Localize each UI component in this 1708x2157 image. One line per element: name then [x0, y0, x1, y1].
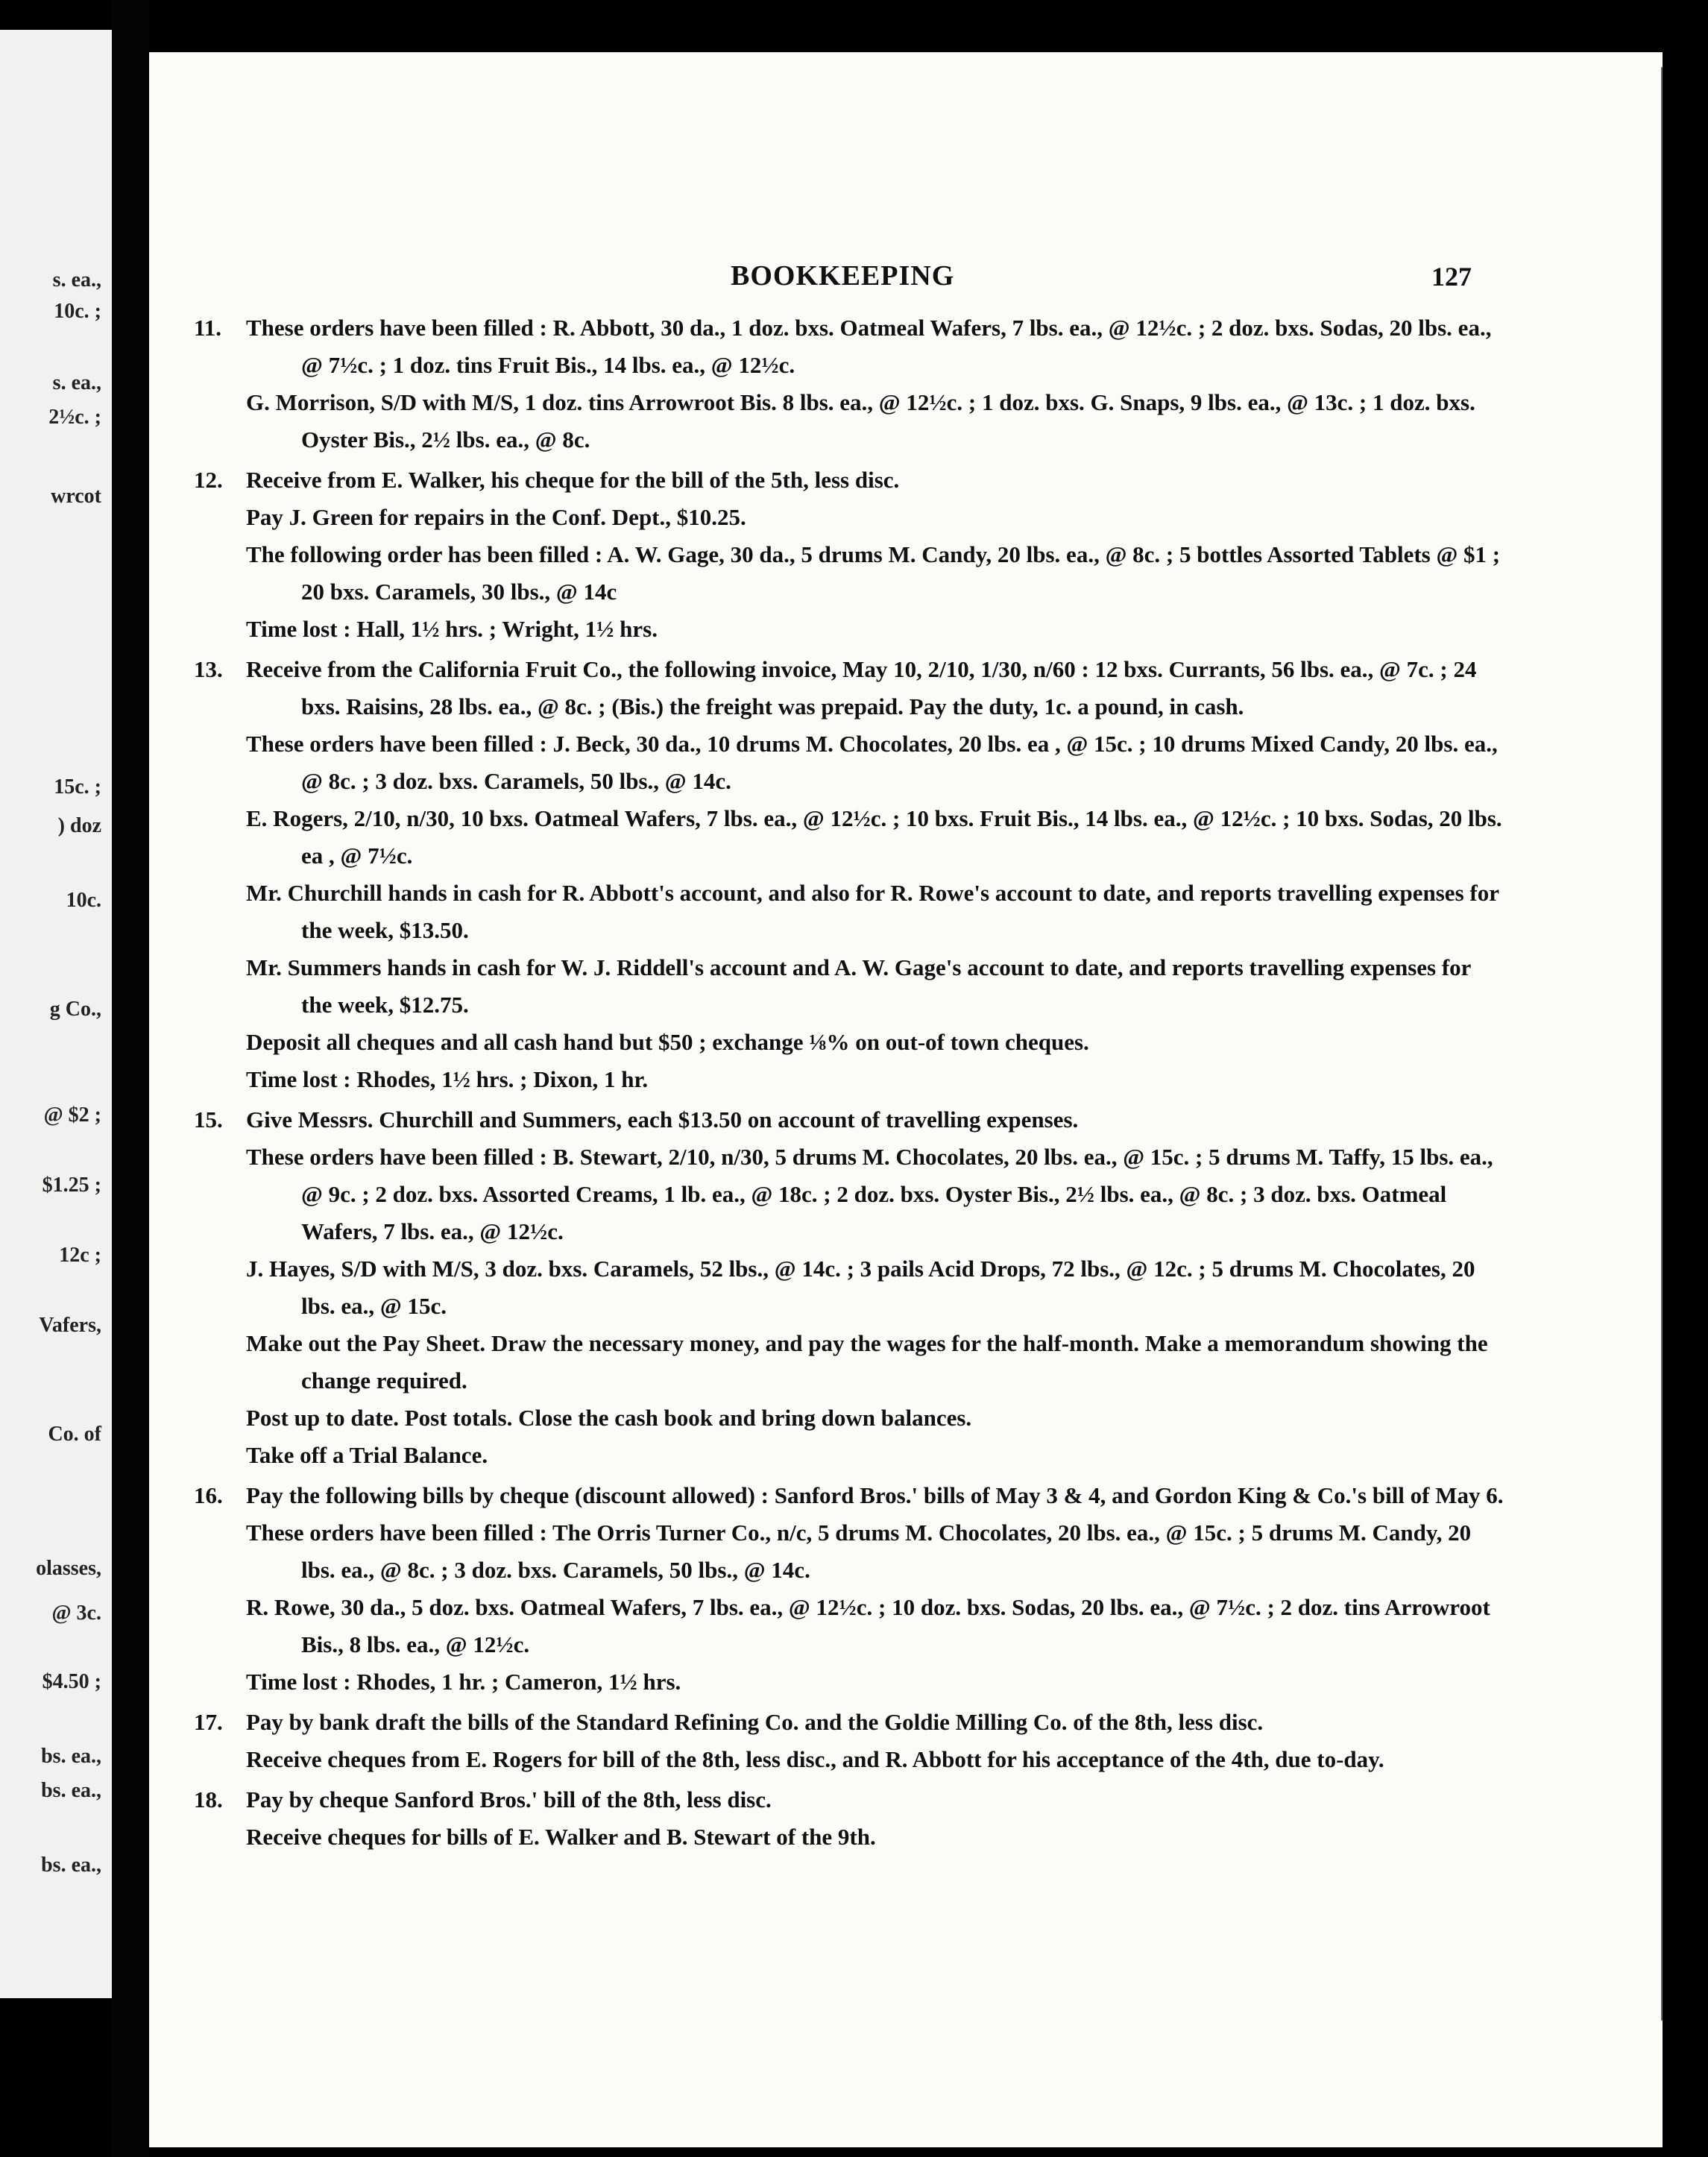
fragment-line: s. ea.,	[52, 268, 101, 292]
fragment-line: ) doz	[57, 814, 101, 837]
fragment-line: g Co.,	[49, 998, 101, 1021]
fragment-line: bs. ea.,	[41, 1779, 101, 1802]
entry-paragraph: The following order has been filled : A. W. Gage, 30 da., 5 drums M. Candy, 20 lbs. ea., @ 8c. ; 5 bottles Assorted Tablets @ $1 ; 20 bxs. Caramels, 30 lbs., @ 14c	[246, 541, 1501, 605]
entry-paragraph: Take off a Trial Balance.	[246, 1442, 488, 1468]
fragment-line: Co. of	[48, 1423, 101, 1446]
exercise-list	[194, 309, 1506, 1859]
running-title: BOOKKEEPING	[731, 260, 955, 292]
fragment-line: bs. ea.,	[41, 1854, 101, 1877]
entry-number: 12.	[194, 467, 223, 493]
entry-13	[194, 651, 1506, 1098]
entry-paragraph: Pay by bank draft the bills of the Standard Refining Co. and the Goldie Milling Co. of the 8th, less disc.	[246, 1709, 1264, 1735]
entry-11	[194, 309, 1506, 459]
entry-number: 11.	[194, 315, 222, 341]
fragment-line: s. ea.,	[52, 371, 101, 394]
fragment-line: 10c. ;	[54, 300, 101, 323]
page-number: 127	[1431, 262, 1472, 292]
entry-paragraph: Time lost : Hall, 1½ hrs. ; Wright, 1½ hrs.	[246, 616, 658, 642]
entry-paragraph: E. Rogers, 2/10, n/30, 10 bxs. Oatmeal Wafers, 7 lbs. ea., @ 12½c. ; 10 bxs. Fruit Bis., 14 lbs. ea., @ 12½c. ; 10 bxs. Sodas, 20 lbs. ea , @ 7½c.	[246, 805, 1502, 869]
fragment-line: @ 3c.	[51, 1602, 101, 1625]
entry-paragraph: Time lost : Rhodes, 1½ hrs. ; Dixon, 1 hr.	[246, 1066, 649, 1092]
entry-paragraph: Receive from the California Fruit Co., the following invoice, May 10, 2/10, 1/30, n/60 : 12 bxs. Currants, 56 lbs. ea., @ 7c. ; 24 bxs. Raisins, 28 lbs. ea., @ 8c. ; (Bis.) the freight was prepaid. Pay the duty, 1c. a pound, in cash.	[246, 656, 1477, 719]
fragment-line: 10c.	[66, 889, 101, 912]
entry-paragraph: These orders have been filled : The Orris Turner Co., n/c, 5 drums M. Chocolates, 20 lbs. ea., @ 15c. ; 5 drums M. Candy, 20 lbs. ea., @ 8c. ; 3 doz. bxs. Caramels, 50 lbs., @ 14c.	[246, 1520, 1472, 1583]
fragment-line: $1.25 ;	[42, 1174, 101, 1197]
entry-paragraph: Give Messrs. Churchill and Summers, each $13.50 on account of travelling expenses.	[246, 1106, 1079, 1133]
entry-paragraph: Time lost : Rhodes, 1 hr. ; Cameron, 1½ hrs.	[246, 1669, 681, 1695]
fragment-line: 2½c. ;	[48, 406, 101, 429]
book-page	[149, 52, 1663, 2147]
entry-paragraph: R. Rowe, 30 da., 5 doz. bxs. Oatmeal Wafers, 7 lbs. ea., @ 12½c. ; 10 doz. bxs. Sodas, 20 lbs. ea., @ 7½c. ; 2 doz. tins Arrowroot Bis., 8 lbs. ea., @ 12½c.	[246, 1594, 1490, 1657]
fragment-line: olasses,	[36, 1557, 101, 1580]
entry-paragraph: Receive cheques for bills of E. Walker and B. Stewart of the 9th.	[246, 1824, 876, 1850]
page-header	[149, 259, 1663, 297]
entry-number: 17.	[194, 1709, 223, 1735]
entry-17	[194, 1704, 1506, 1778]
entry-paragraph: Mr. Churchill hands in cash for R. Abbott's account, and also for R. Rowe's account to date, and reports travelling expenses for the week, $13.50.	[246, 880, 1499, 943]
entry-paragraph: These orders have been filled : J. Beck, 30 da., 10 drums M. Chocolates, 20 lbs. ea , @ 15c. ; 10 drums Mixed Candy, 20 lbs. ea., @ 8c. ; 3 doz. bxs. Caramels, 50 lbs., @ 14c.	[246, 731, 1498, 794]
entry-number: 13.	[194, 656, 223, 682]
entry-number: 18.	[194, 1786, 223, 1813]
entry-12	[194, 462, 1506, 648]
fragment-line: Vafers,	[39, 1314, 101, 1337]
entry-paragraph: Pay by cheque Sanford Bros.' bill of the 8th, less disc.	[246, 1786, 772, 1813]
fragment-line: wrcot	[51, 485, 101, 508]
entry-paragraph: Pay J. Green for repairs in the Conf. Dept., $10.25.	[246, 504, 746, 530]
entry-16	[194, 1477, 1506, 1701]
entry-paragraph: J. Hayes, S/D with M/S, 3 doz. bxs. Caramels, 52 lbs., @ 14c. ; 3 pails Acid Drops, 72 lbs., @ 12c. ; 5 drums M. Chocolates, 20 lbs. ea., @ 15c.	[246, 1256, 1475, 1319]
facing-page-fragment	[0, 30, 116, 1998]
fragment-line: 15c. ;	[54, 775, 101, 799]
entry-number: 16.	[194, 1482, 223, 1508]
entry-paragraph: Receive from E. Walker, his cheque for the bill of the 5th, less disc.	[246, 467, 900, 493]
fragment-line: bs. ea.,	[41, 1745, 101, 1768]
entry-paragraph: Post up to date. Post totals. Close the cash book and bring down balances.	[246, 1405, 972, 1431]
entry-paragraph: These orders have been filled : B. Stewart, 2/10, n/30, 5 drums M. Chocolates, 20 lbs. ea., @ 15c. ; 5 drums M. Taffy, 15 lbs. ea., @ 9c. ; 2 doz. bxs. Assorted Creams, 1 lb. ea., @ 18c. ; 2 doz. bxs. Oyster Bis., 2½ lbs. ea., @ 8c. ; 3 doz. bxs. Oatmeal Wafers, 7 lbs. ea., @ 12½c.	[246, 1144, 1493, 1244]
fragment-line: @ $2 ;	[43, 1103, 101, 1127]
entry-paragraph: Deposit all cheques and all cash hand but $50 ; exchange ⅛% on out-of town cheques.	[246, 1029, 1089, 1055]
fragment-line: $4.50 ;	[42, 1670, 101, 1693]
entry-number: 15.	[194, 1106, 223, 1133]
scan-border	[1663, 0, 1708, 2157]
entry-paragraph: G. Morrison, S/D with M/S, 1 doz. tins Arrowroot Bis. 8 lbs. ea., @ 12½c. ; 1 doz. bxs. G. Snaps, 9 lbs. ea., @ 13c. ; 1 doz. bxs. Oyster Bis., 2½ lbs. ea., @ 8c.	[246, 389, 1475, 453]
entry-paragraph: Receive cheques from E. Rogers for bill of the 8th, less disc., and R. Abbott for his acceptance of the 4th, due to-day.	[246, 1746, 1384, 1772]
entry-paragraph: Mr. Summers hands in cash for W. J. Riddell's account and A. W. Gage's account to date, and reports travelling expenses for the week, $12.75.	[246, 954, 1471, 1018]
entry-18	[194, 1781, 1506, 1856]
entry-paragraph: These orders have been filled : R. Abbott, 30 da., 1 doz. bxs. Oatmeal Wafers, 7 lbs. ea., @ 12½c. ; 2 doz. bxs. Sodas, 20 lbs. ea., @ 7½c. ; 1 doz. tins Fruit Bis., 14 lbs. ea., @ 12½c.	[246, 315, 1492, 378]
entry-15	[194, 1101, 1506, 1474]
book-gutter	[112, 0, 149, 2157]
entry-paragraph: Pay the following bills by cheque (discount allowed) : Sanford Bros.' bills of May 3 & 4, and Gordon King & Co.'s bill of May 6.	[246, 1482, 1504, 1508]
entry-paragraph: Make out the Pay Sheet. Draw the necessary money, and pay the wages for the half-month. Make a memorandum showing the change required.	[246, 1330, 1488, 1394]
fragment-line: 12c ;	[59, 1244, 101, 1267]
